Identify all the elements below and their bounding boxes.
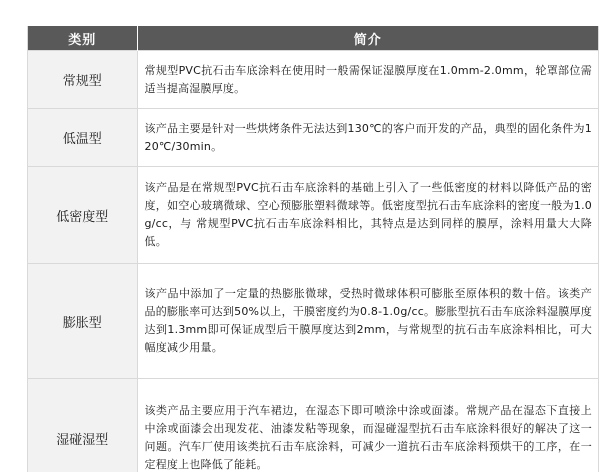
category-cell: 常规型 [28, 51, 137, 109]
table-row [28, 264, 598, 379]
product-type-table [27, 26, 599, 472]
description-cell: 该类产品主要应用于汽车裙边，在湿态下即可喷涂中涂或面漆。常规产品在湿态下直接上中涂或面漆会出现发花、油漆发粘等现象，而湿碰湿型抗石击车底涂料很好的解决了这一问题。汽车厂使用该类抗石击车底涂料，可减少一道抗石击车底涂料预烘干的工序，在一定程度上也降低了能耗。 [137, 379, 598, 472]
category-cell: 低密度型 [28, 167, 137, 264]
description-cell: 常规型PVC抗石击车底涂料在使用时一般需保证湿膜厚度在1.0mm-2.0mm，轮罩部位需适当提高湿膜厚度。 [137, 51, 598, 109]
header-description: 简介 [137, 26, 598, 51]
table-row [28, 379, 598, 472]
category-cell: 低温型 [28, 109, 137, 167]
table-row [28, 51, 598, 109]
header-category: 类别 [28, 26, 137, 51]
table-header-row [28, 26, 598, 51]
description-cell: 该产品主要是针对一些烘烤条件无法达到130℃的客户而开发的产品，典型的固化条件为120℃/30min。 [137, 109, 598, 167]
description-cell: 该产品中添加了一定量的热膨胀微球，受热时微球体积可膨胀至原体积的数十倍。该类产品的膨胀率可达到50%以上，干膜密度约为0.8-1.0g/cc。膨胀型抗石击车底涂料湿膜厚度达到1.3mm即可保证成型后干膜厚度达到2mm，与常规型的抗石击车底涂料相比，可大幅度减少用量。 [137, 264, 598, 379]
table-row [28, 109, 598, 167]
category-cell: 湿碰湿型 [28, 379, 137, 472]
category-cell: 膨胀型 [28, 264, 137, 379]
description-cell: 该产品是在常规型PVC抗石击车底涂料的基础上引入了一些低密度的材料以降低产品的密度，如空心玻璃微球、空心预膨胀塑料微球等。低密度型抗石击车底涂料的密度一般为1.0g/cc，与 常规型PVC抗石击车底涂料相比，其特点是达到同样的膜厚，涂料用量大大降低。 [137, 167, 598, 264]
table [28, 26, 598, 472]
table-row [28, 167, 598, 264]
